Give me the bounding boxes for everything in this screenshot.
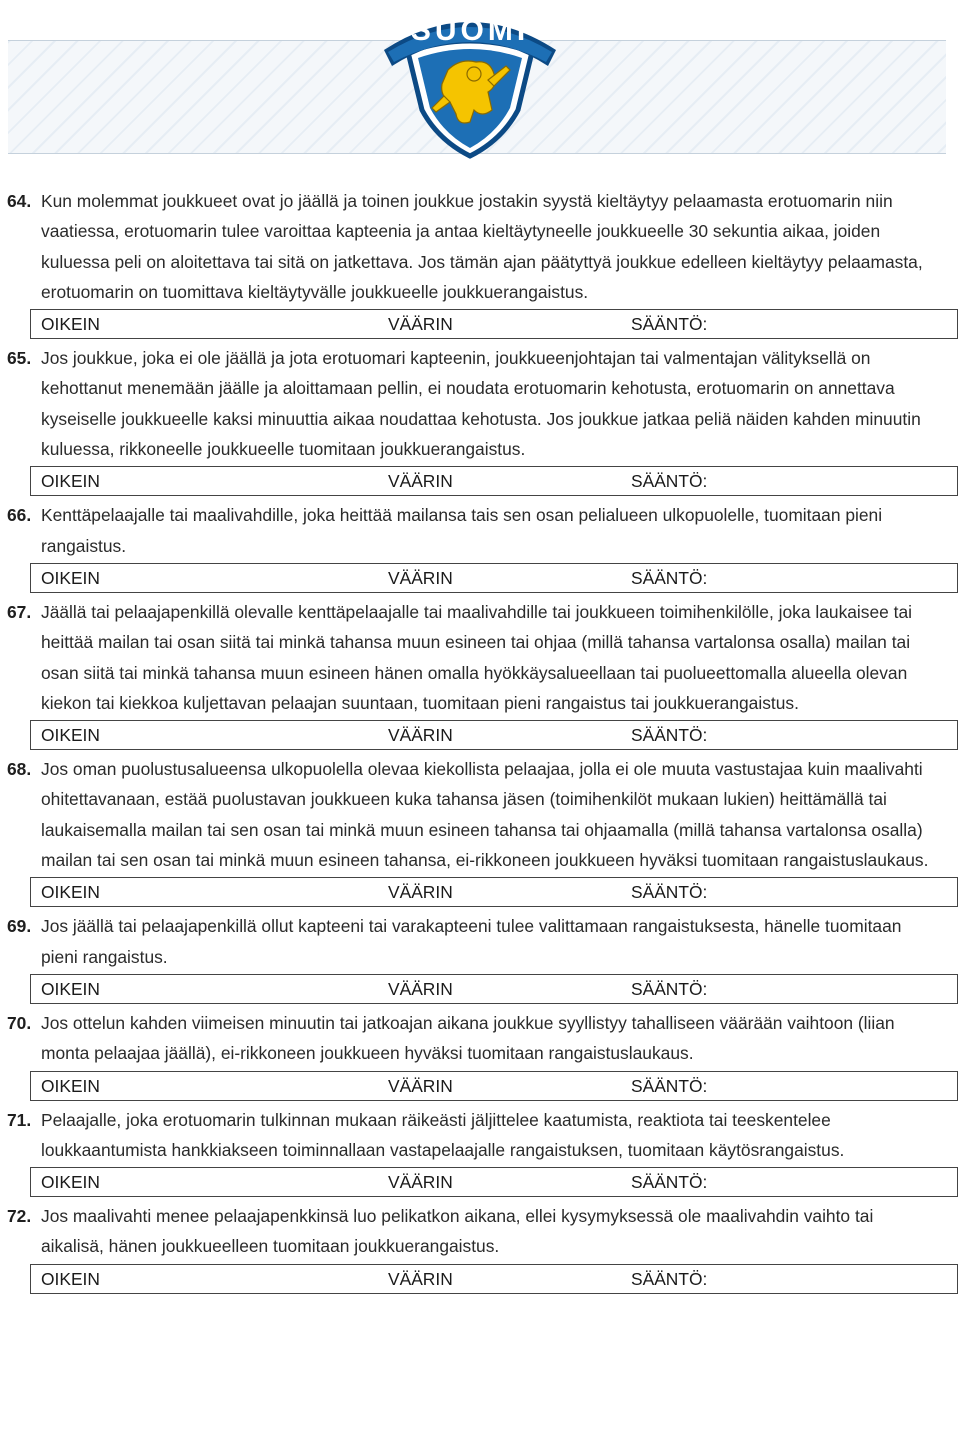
answer-wrong-option[interactable]: VÄÄRIN [388, 978, 453, 999]
answer-wrong-option[interactable]: VÄÄRIN [388, 1268, 453, 1289]
question-text-block [7, 911, 940, 972]
question-number: 68. [7, 759, 32, 780]
rule-reference-field[interactable]: SÄÄNTÖ: [631, 1268, 708, 1289]
question-item [0, 597, 960, 750]
answer-row[interactable] [30, 974, 958, 1004]
question-text: Kun molemmat joukkueet ovat jo jäällä ja toinen joukkue jostakin syystä kieltäytyy pelaamasta erotuomarin niin vaatiessa, erotuomarin tulee varoittaa kapteenia ja antaa kieltäytyneelle joukkueelle 30 sekuntia aikaa, joiden kuluessa peli on aloitettava tai sitä on jatkettava. Jos tämän ajan päätyttyä joukkue edelleen kieltäytyy pelaamasta, erotuomarin on tuomittava kieltäytyvälle joukkueelle joukkuerangaistus. [41, 191, 923, 302]
question-list [0, 186, 960, 1298]
question-text: Pelaajalle, joka erotuomarin tulkinnan mukaan räikeästi jäljittelee kaatumista, reaktiota tai teeskentelee loukkaantumista hankkiakseen toiminnallaan vastapelaajalle rangaistuksen, tuomitaan käytösrangaistus. [41, 1109, 845, 1160]
answer-row[interactable] [30, 563, 958, 593]
question-number: 69. [7, 916, 32, 937]
question-number: 64. [7, 191, 32, 211]
question-text: Kenttäpelaajalle tai maalivahdille, joka heittää mailansa tais sen osan pelialueen ulkopuolelle, tuomitaan pieni rangaistus. [41, 505, 883, 556]
question-item [0, 911, 960, 1004]
rule-reference-field[interactable]: SÄÄNTÖ: [631, 1075, 708, 1096]
question-text: Jos ottelun kahden viimeisen minuutin tai jatkoajan aikana joukkue syyllistyy tahalliseen väärään vaihtoon (liian monta pelaajaa jäällä), ei-rikkoneen joukkueen hyväksi tuomitaan rangaistuslaukaus. [41, 1012, 895, 1064]
answer-correct-option[interactable]: OIKEIN [41, 314, 100, 335]
answer-correct-option[interactable]: OIKEIN [41, 978, 100, 999]
question-text-block [7, 186, 940, 307]
question-number: 67. [7, 601, 32, 622]
rule-reference-field[interactable]: SÄÄNTÖ: [631, 1172, 708, 1193]
suomi-logo [370, 0, 570, 160]
question-text-block [7, 754, 940, 875]
answer-correct-option[interactable]: OIKEIN [41, 471, 100, 492]
rule-reference-field[interactable]: SÄÄNTÖ: [631, 471, 708, 492]
answer-wrong-option[interactable]: VÄÄRIN [388, 471, 453, 492]
answer-row[interactable] [30, 877, 958, 907]
question-text: Jos joukkue, joka ei ole jäällä ja jota erotuomari kapteenin, joukkueenjohtajan tai valmentajan välityksellä on kehottanut menemään jäälle ja aloittamaan pellin, ei noudata erotuomarin kehotusta, erotuomarin on annettava kyseiselle joukkueelle kaksi minuuttia aikaa noudattaa kehotusta. Jos joukkue jatkaa peliä näiden kahden minuutin kuluessa, rikkoneelle joukkueelle tuomitaan joukkuerangaistus. [41, 348, 921, 460]
question-text-block [7, 1201, 940, 1262]
answer-wrong-option[interactable]: VÄÄRIN [388, 1172, 453, 1193]
answer-row[interactable] [30, 720, 958, 750]
answer-correct-option[interactable]: OIKEIN [41, 567, 100, 588]
question-item [0, 343, 960, 496]
answer-correct-option[interactable]: OIKEIN [41, 882, 100, 903]
question-text: Jos oman puolustusalueensa ulkopuolella olevaa kiekollista pelaajaa, jolla ei ole muuta vastustajaa kuin maalivahti ohitettavanaan, estää puolustavan joukkueen kuka tahansa jäsen (toimihenkilöt mukaan lukien) heittämällä tai laukaisemalla mailan tai sen osan tai minkä muun esineen tahansa tai ohjaamalla (millä tahansa vartalonsa osalla) mailan tai sen osan tai minkä muun esineen tahansa, ei-rikkoneen joukkueen hyväksi tuomitaan rangaistuslaukaus. [41, 759, 929, 871]
question-number: 65. [7, 348, 32, 369]
question-text: Jos maalivahti menee pelaajapenkkinsä luo pelikatkon aikana, ellei kysymyksessä ole maalivahdin vaihto tai aikalisä, hänen joukkueelleen tuomitaan joukkuerangaistus. [41, 1206, 874, 1257]
question-item [0, 1105, 960, 1198]
answer-row[interactable] [30, 1264, 958, 1294]
question-number: 71. [7, 1109, 32, 1130]
answer-wrong-option[interactable]: VÄÄRIN [388, 725, 453, 746]
question-number: 72. [7, 1206, 32, 1227]
question-text-block [7, 500, 940, 561]
question-item [0, 754, 960, 907]
question-item [0, 186, 960, 339]
rule-reference-field[interactable]: SÄÄNTÖ: [631, 567, 708, 588]
question-number: 70. [7, 1012, 32, 1033]
rule-reference-field[interactable]: SÄÄNTÖ: [631, 882, 708, 903]
logo-text: SUOMI [410, 14, 530, 47]
question-text: Jos jäällä tai pelaajapenkillä ollut kapteeni tai varakapteeni tulee valittamaan rangaistuksesta, hänelle tuomitaan pieni rangaistus. [41, 916, 902, 967]
rule-reference-field[interactable]: SÄÄNTÖ: [631, 978, 708, 999]
answer-correct-option[interactable]: OIKEIN [41, 1075, 100, 1096]
question-item [0, 1201, 960, 1294]
answer-wrong-option[interactable]: VÄÄRIN [388, 314, 453, 335]
question-text-block [7, 1008, 940, 1069]
answer-row[interactable] [30, 309, 958, 339]
answer-wrong-option[interactable]: VÄÄRIN [388, 567, 453, 588]
question-text-block [7, 1105, 940, 1166]
answer-row[interactable] [30, 466, 958, 496]
answer-correct-option[interactable]: OIKEIN [41, 1172, 100, 1193]
question-text-block [7, 597, 940, 718]
answer-wrong-option[interactable]: VÄÄRIN [388, 1075, 453, 1096]
answer-row[interactable] [30, 1071, 958, 1101]
question-number: 66. [7, 505, 32, 526]
answer-wrong-option[interactable]: VÄÄRIN [388, 882, 453, 903]
question-item [0, 1008, 960, 1101]
rule-reference-field[interactable]: SÄÄNTÖ: [631, 314, 708, 335]
question-text: Jäällä tai pelaajapenkillä olevalle kenttäpelaajalle tai maalivahdille tai joukkueen toimihenkilölle, joka laukaisee tai heittää mailan tai osan siitä tai minkä tahansa muun esineen tai ohjaa (millä tahansa vartalonsa osalla) mailan tai osan siitä tai minkä tahansa muun esineen hänen omalla hyökkäysalueellaan tai puolueettomalla alueella olevan kiekon tai kiekkoa kuljettavan pelaajan suuntaan, tuomitaan pieni rangaistus tai joukkuerangaistus. [41, 601, 913, 713]
answer-row[interactable] [30, 1167, 958, 1197]
rule-reference-field[interactable]: SÄÄNTÖ: [631, 725, 708, 746]
question-item [0, 500, 960, 593]
answer-correct-option[interactable]: OIKEIN [41, 1268, 100, 1289]
question-text-block [7, 343, 940, 464]
answer-correct-option[interactable]: OIKEIN [41, 725, 100, 746]
